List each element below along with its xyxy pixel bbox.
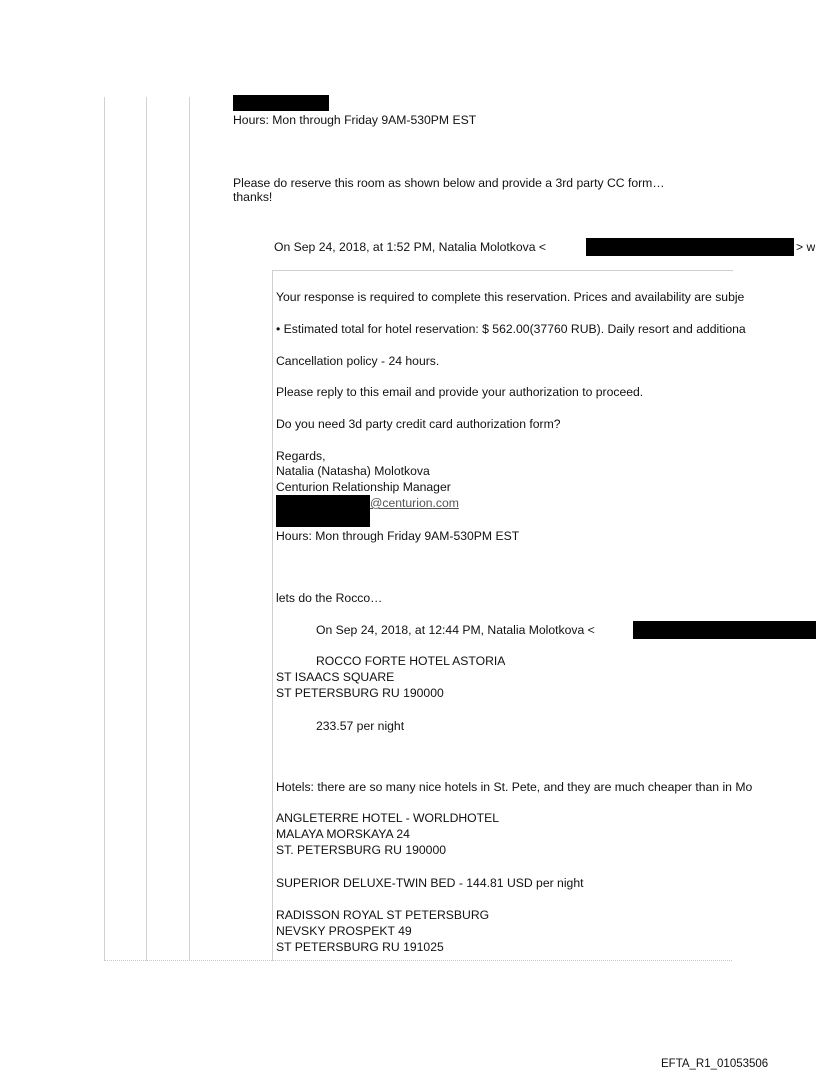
hotels-intro: Hotels: there are so many nice hotels in St. Pete, and they are much cheaper than in Mo — [276, 781, 753, 794]
redaction-block — [233, 95, 329, 111]
hotel-1-name: ROCCO FORTE HOTEL ASTORIA — [316, 655, 506, 668]
hotel-2-rate: SUPERIOR DELUXE-TWIN BED - 144.81 USD per night — [276, 877, 584, 890]
redaction-block — [633, 621, 816, 639]
hours-line: Hours: Mon through Friday 9AM-530PM EST — [233, 114, 477, 127]
quote-header-tail: > w — [796, 241, 816, 254]
signature-role: Centurion Relationship Manager — [276, 481, 451, 494]
reserve-line: Please do reserve this room as shown below and provide a 3rd party CC form… — [233, 177, 665, 190]
rocco-line: lets do the Rocco… — [276, 592, 383, 605]
hotel-3-address: NEVSKY PROSPEKT 49 — [276, 925, 412, 938]
quote-header-text: On Sep 24, 2018, at 1:52 PM, Natalia Molotkova < — [274, 241, 547, 254]
hotel-1-rate: 233.57 per night — [316, 720, 405, 733]
cancellation-line: Cancellation policy - 24 hours. — [276, 355, 440, 368]
email-link[interactable]: @centurion.com — [370, 497, 459, 510]
redaction-block — [276, 495, 370, 527]
hotel-1-city: ST PETERSBURG RU 190000 — [276, 687, 444, 700]
cc-form-question: Do you need 3d party credit card authorization form? — [276, 418, 561, 431]
hotel-3-city: ST PETERSBURG RU 191025 — [276, 941, 444, 954]
document-id: EFTA_R1_01053506 — [661, 1058, 769, 1070]
quoted-message-border — [272, 270, 733, 961]
signature-regards: Regards, — [276, 450, 326, 463]
quote-header — [274, 241, 546, 254]
redaction-block — [586, 238, 794, 256]
hotel-2-address: MALAYA MORSKAYA 24 — [276, 828, 410, 841]
hotel-1-address: ST ISAACS SQUARE — [276, 671, 395, 684]
hotel-3-name: RADISSON ROYAL ST PETERSBURG — [276, 909, 490, 922]
hours-line: Hours: Mon through Friday 9AM-530PM EST — [276, 530, 520, 543]
hotel-2-name: ANGLETERRE HOTEL - WORLDHOTEL — [276, 812, 500, 825]
reply-line: Please reply to this email and provide your authorization to proceed. — [276, 386, 644, 399]
hotel-2-city: ST. PETERSBURG RU 190000 — [276, 844, 447, 857]
estimate-line: • Estimated total for hotel reservation: $ 562.00(37760 RUB). Daily resort and additiona — [276, 323, 746, 336]
thread-rule-3 — [189, 97, 190, 961]
quote-header-2: On Sep 24, 2018, at 12:44 PM, Natalia Molotkova < — [316, 624, 595, 637]
response-line: Your response is required to complete this reservation. Prices and availability are subje — [276, 291, 745, 304]
thread-rule-2 — [146, 97, 147, 961]
thanks-line: thanks! — [233, 191, 273, 204]
signature-name: Natalia (Natasha) Molotkova — [276, 465, 430, 478]
thread-rule-1 — [104, 97, 105, 961]
